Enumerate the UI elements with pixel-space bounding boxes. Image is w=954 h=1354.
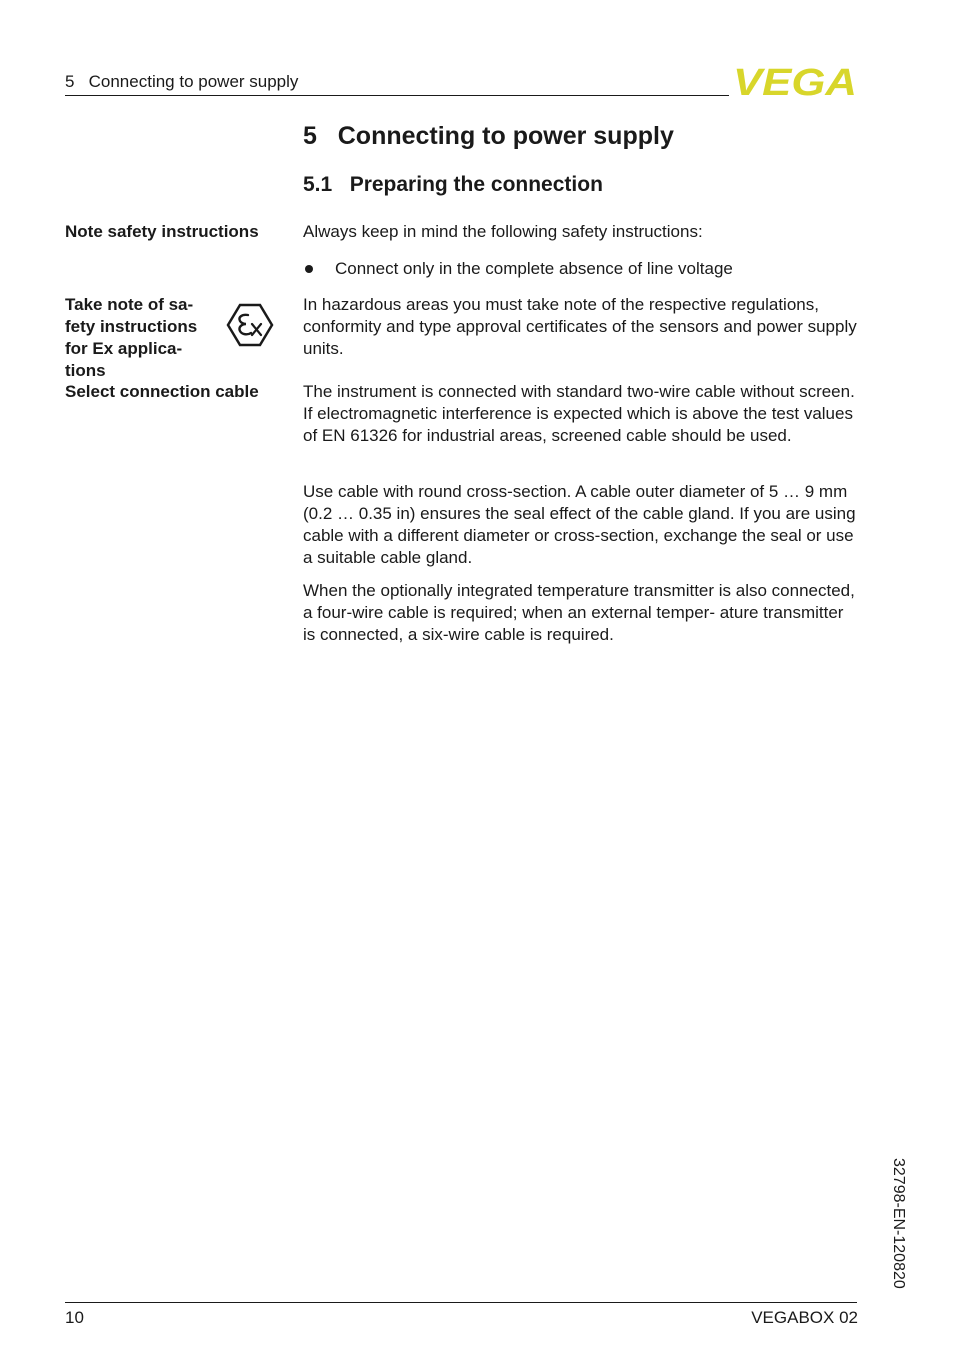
paragraph-temperature-transmitter: When the optionally integrated temperature transmitter is also connected, a four-wire cable is required; when an external temper- ature transmitter is connected, a six-wire cable is required. bbox=[303, 581, 855, 644]
section-heading: 5.1 Preparing the connection bbox=[303, 173, 603, 196]
vega-logo bbox=[733, 64, 859, 98]
svg-text:VEGA: VEGA bbox=[733, 64, 857, 98]
bullet-dot bbox=[305, 265, 313, 273]
bullet-text: Connect only in the complete absence of line voltage bbox=[335, 259, 733, 278]
margin-note-ex-line: Take note of sa- bbox=[65, 295, 194, 314]
header-rule bbox=[65, 95, 729, 96]
paragraph-intro: Always keep in mind the following safety instructions: bbox=[303, 222, 703, 241]
document-name: VEGABOX 02 bbox=[751, 1308, 858, 1327]
margin-note-cable: Select connection cable bbox=[65, 382, 259, 401]
ex-explosion-protection-icon bbox=[226, 303, 274, 347]
paragraph-cable-type: The instrument is connected with standard two-wire cable without screen. If electromagnetic interference is expected which is above the test values of EN 61326 for industrial areas, screened cable should be used. bbox=[303, 382, 855, 445]
margin-note-ex-line: for Ex applica- bbox=[65, 339, 183, 358]
running-head: 5 Connecting to power supply bbox=[65, 72, 299, 91]
chapter-heading: 5 Connecting to power supply bbox=[303, 122, 674, 150]
margin-note-ex-line: tions bbox=[65, 361, 106, 380]
margin-note-ex-line: fety instructions bbox=[65, 317, 198, 336]
footer-rule bbox=[65, 1302, 857, 1303]
page-number: 10 bbox=[65, 1308, 84, 1327]
margin-note-ex bbox=[65, 294, 197, 382]
margin-note-safety: Note safety instructions bbox=[65, 222, 259, 241]
document-code: 32798-EN-120820 bbox=[890, 1158, 907, 1289]
paragraph-cable-diameter: Use cable with round cross-section. A cable outer diameter of 5 … 9 mm (0.2 … 0.35 in) ensures the seal effect of the cable gland. If you are using cable with a different diameter or cross-section, exchange the seal or use a suitable cable gland. bbox=[303, 482, 856, 567]
paragraph-ex-areas: In hazardous areas you must take note of the respective regulations, conformity and type approval certificates of the sensors and power supply units. bbox=[303, 295, 857, 358]
